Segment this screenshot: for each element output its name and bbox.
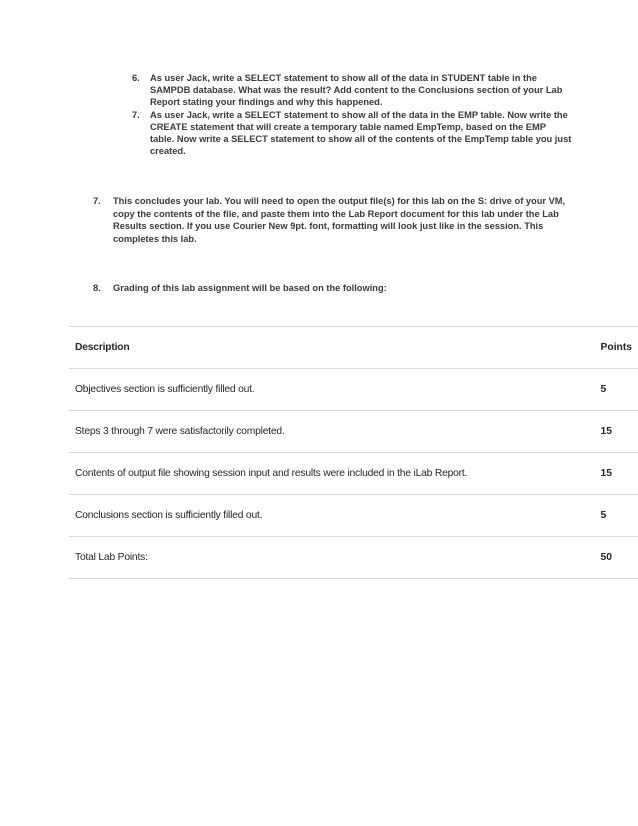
sub-step-list xyxy=(132,72,572,157)
sub-step-6 xyxy=(132,72,572,108)
row-points: 15 xyxy=(601,453,638,495)
row-points: 15 xyxy=(601,411,638,453)
sub-step-text: As user Jack, write a SELECT statement to show all of the data in the EMP table. Now write the CREATE statement that will create a temporary table named EmpTemp, based on the EMP table. Now write a SELECT statement to show all of the contents of the EmpTemp table you just created. xyxy=(150,110,572,156)
sub-step-number: 7. xyxy=(132,110,140,120)
table-row-total xyxy=(69,537,638,579)
table-row xyxy=(69,369,638,411)
row-description: Contents of output file showing session input and results were included in the iLab Report. xyxy=(69,453,601,495)
total-points: 50 xyxy=(601,537,638,579)
step-7 xyxy=(93,195,571,245)
sub-step-text: As user Jack, write a SELECT statement to show all of the data in STUDENT table in the SAMPDB database. What was the result? Add content to the Conclusions section of your Lab Report stating your findings and why this happened. xyxy=(150,73,563,107)
row-points: 5 xyxy=(601,369,638,411)
step-number: 7. xyxy=(93,196,101,206)
table-row xyxy=(69,453,638,495)
table-row xyxy=(69,411,638,453)
row-description: Conclusions section is sufficiently filled out. xyxy=(69,495,601,537)
table-row xyxy=(69,495,638,537)
row-description: Steps 3 through 7 were satisfactorily completed. xyxy=(69,411,601,453)
row-points: 5 xyxy=(601,495,638,537)
sub-step-number: 6. xyxy=(132,73,140,83)
step-number: 8. xyxy=(93,283,101,293)
table-header-row xyxy=(69,327,638,369)
sub-step-7 xyxy=(132,109,572,157)
header-points: Points xyxy=(601,327,638,369)
row-description: Objectives section is sufficiently filled out. xyxy=(69,369,601,411)
step-text: Grading of this lab assignment will be based on the following: xyxy=(113,283,387,293)
step-8 xyxy=(93,282,571,295)
header-description: Description xyxy=(69,327,601,369)
step-text: This concludes your lab. You will need to open the output file(s) for this lab on the S: drive of your VM, copy the contents of the file, and paste them into the Lab Report document for this lab under the Lab Results section. If you use Courier New 9pt. font, formatting will look just like in the session. This completes this lab. xyxy=(113,196,566,244)
grading-table xyxy=(69,326,638,579)
total-label: Total Lab Points: xyxy=(69,537,601,579)
